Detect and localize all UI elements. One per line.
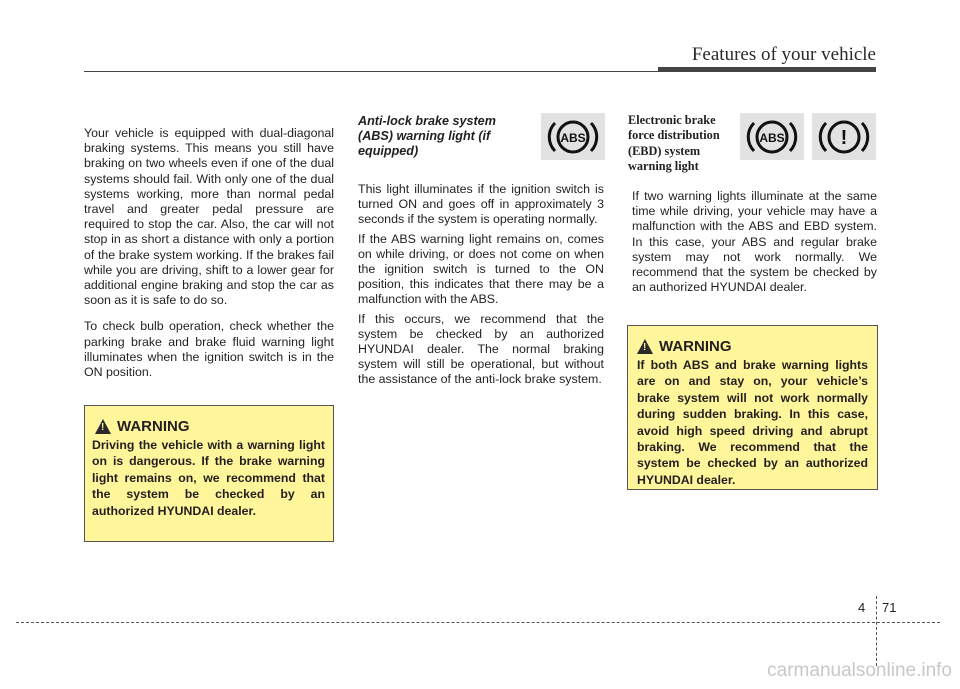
warning-body: Driving the vehicle with a warning light on is dangerous. If the brake warning light remains on, we recommend that the system be checked by an authorized HYUNDAI dealer. — [92, 438, 325, 518]
paragraph-dual-braking: Your vehicle is equipped with dual-diagonal braking systems. This means you still have braking on two wheels even if one of the dual systems should fail. With only one of the dual systems working, more than normal pedal travel and greater pedal pressure are required to stop the car. Also, the car will not stop in as short a distance with only a portion of the brake system working. If the brakes fail while you are driving, shift to a lower gear for additional engine braking and stop the car as soon as it is safe to do so. — [84, 126, 334, 308]
warning-triangle-icon: ! — [637, 339, 653, 354]
header-rule-accent — [658, 67, 876, 72]
footer-rule — [16, 622, 940, 623]
abs-warning-light-icon — [541, 113, 605, 160]
page-header-title: Features of your vehicle — [691, 44, 876, 65]
svg-text:!: ! — [840, 126, 848, 149]
column-1 — [84, 126, 334, 391]
abs-warning-light-icon — [740, 113, 804, 160]
ebd-section-heading: Electronic brake force distribution (EBD) system warning light — [628, 113, 720, 173]
svg-text:ABS: ABS — [560, 130, 586, 145]
footer-divider — [876, 596, 877, 666]
paragraph-bulb-check: To check bulb operation, check whether the parking brake and brake fluid warning light illuminates when the ignition switch is in the ON position. — [84, 319, 334, 380]
abs-section-heading: Anti-lock brake system (ABS) warning light (if equipped) — [358, 114, 496, 158]
paragraph-ebd-two-lights: If two warning lights illuminate at the same time while driving, your vehicle may have a malfunction with the ABS and EBD system. In this case, your ABS and regular brake system may not work normally. We recommend that the system be checked by an authorized HYUNDAI dealer. — [632, 189, 877, 295]
paragraph-abs-remains-on: If the ABS warning light remains on, comes on while driving, or does not come on when the ignition switch is turned to the ON position, this indicates that there may be a malfunction with the ABS. — [358, 231, 604, 307]
watermark: carmanualsonline.info — [767, 660, 952, 681]
warning-box-2 — [627, 325, 878, 490]
column-2 — [358, 182, 604, 392]
warning-body: If both ABS and brake warning lights are on and stay on, your vehicle’s brake system will not work normally during sudden braking. In this case, avoid high speed driving and abrupt braking. We recommend that the system be checked by an authorized HYUNDAI dealer. — [637, 358, 868, 487]
page-number: 71 — [882, 600, 897, 615]
warning-title: WARNING — [117, 418, 190, 435]
brake-warning-light-icon — [812, 113, 876, 160]
svg-text:ABS: ABS — [759, 130, 785, 145]
warning-title: WARNING — [659, 338, 732, 355]
warning-box-1 — [84, 405, 334, 542]
paragraph-abs-recommend: If this occurs, we recommend that the system be checked by an authorized HYUNDAI dealer. The normal braking system will still be operational, but without the assistance of the anti-lock brake system. — [358, 311, 604, 387]
column-3 — [632, 189, 877, 306]
chapter-number: 4 — [858, 600, 866, 615]
warning-triangle-icon: ! — [95, 419, 111, 434]
paragraph-abs-illuminates: This light illuminates if the ignition switch is turned ON and goes off in approximately 3 seconds if the system is operating normally. — [358, 182, 604, 227]
